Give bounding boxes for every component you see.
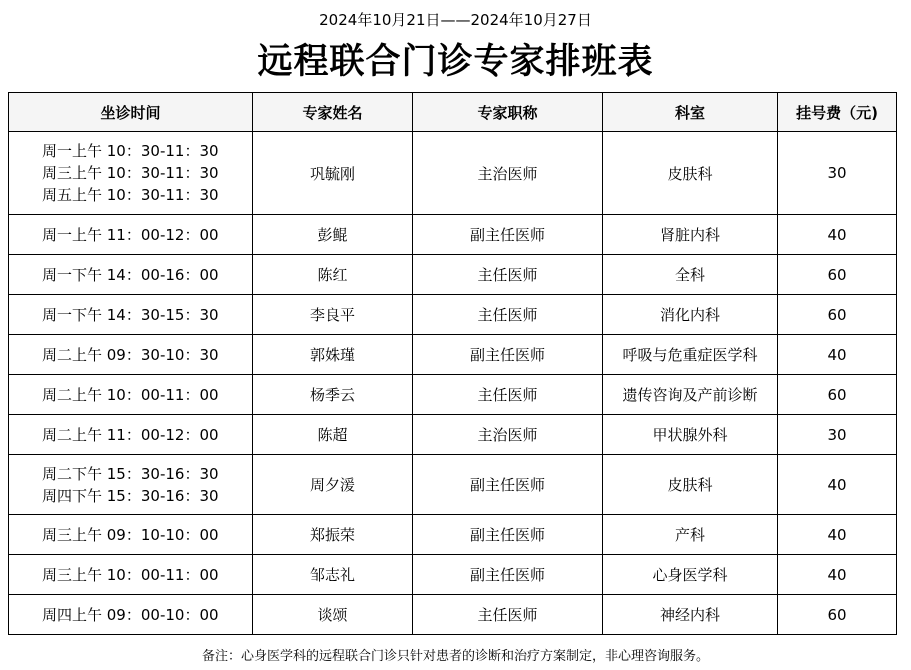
time-slot: 周二下午 15：30-16：30 [42, 464, 219, 483]
table-body [9, 132, 897, 635]
cell-fee: 40 [778, 515, 897, 555]
cell-time [9, 295, 253, 335]
cell-time [9, 595, 253, 635]
time-slot: 周四上午 09：00-10：00 [42, 605, 219, 624]
cell-dept: 呼吸与危重症医学科 [603, 335, 778, 375]
footer-note: 备注：心身医学科的远程联合门诊只针对患者的诊断和治疗方案制定，非心理咨询服务。 [201, 649, 709, 664]
table-row [9, 555, 897, 595]
time-slot: 周三上午 09：10-10：00 [42, 525, 219, 544]
cell-fee: 40 [778, 335, 897, 375]
cell-dept: 肾脏内科 [603, 215, 778, 255]
column-header-name: 专家姓名 [253, 93, 413, 132]
date-range: 2024年10月21日——2024年10月27日 [319, 11, 592, 29]
cell-name: 郭姝瑾 [253, 335, 413, 375]
cell-time [9, 415, 253, 455]
table-row [9, 132, 897, 215]
cell-name: 杨季云 [253, 375, 413, 415]
column-header-time: 坐诊时间 [9, 93, 253, 132]
cell-time [9, 375, 253, 415]
cell-name: 郑振荣 [253, 515, 413, 555]
cell-time [9, 515, 253, 555]
cell-name: 谈颂 [253, 595, 413, 635]
cell-name: 李良平 [253, 295, 413, 335]
cell-dept: 神经内科 [603, 595, 778, 635]
cell-dept: 皮肤科 [603, 132, 778, 215]
cell-dept: 遗传咨询及产前诊断 [603, 375, 778, 415]
table-header-row [9, 93, 897, 132]
time-slot: 周一下午 14：30-15：30 [42, 305, 219, 324]
cell-time [9, 555, 253, 595]
cell-time [9, 255, 253, 295]
time-slot: 周二上午 11：00-12：00 [42, 425, 219, 444]
cell-time [9, 132, 253, 215]
cell-time [9, 215, 253, 255]
column-header-title: 专家职称 [413, 93, 603, 132]
cell-title: 主任医师 [413, 375, 603, 415]
cell-name: 邹志礼 [253, 555, 413, 595]
time-slot: 周四下午 15：30-16：30 [42, 486, 219, 505]
table-row [9, 255, 897, 295]
cell-fee: 60 [778, 595, 897, 635]
table-row [9, 295, 897, 335]
cell-fee: 60 [778, 295, 897, 335]
cell-title: 副主任医师 [413, 555, 603, 595]
cell-title: 副主任医师 [413, 215, 603, 255]
cell-title: 主治医师 [413, 415, 603, 455]
cell-name: 陈红 [253, 255, 413, 295]
cell-fee: 30 [778, 415, 897, 455]
column-header-fee: 挂号费（元) [778, 93, 897, 132]
schedule-table [8, 92, 897, 635]
time-slot: 周一上午 11：00-12：00 [42, 225, 219, 244]
time-slot: 周五上午 10：30-11：30 [42, 186, 219, 204]
column-header-dept: 科室 [603, 93, 778, 132]
cell-name: 周夕湲 [253, 455, 413, 515]
cell-time [9, 455, 253, 515]
time-slot: 周三上午 10：30-11：30 [42, 164, 219, 182]
cell-dept: 甲状腺外科 [603, 415, 778, 455]
table-row [9, 595, 897, 635]
cell-title: 主治医师 [413, 132, 603, 215]
cell-title: 副主任医师 [413, 335, 603, 375]
cell-title: 主任医师 [413, 295, 603, 335]
cell-dept: 产科 [603, 515, 778, 555]
table-row [9, 375, 897, 415]
cell-dept: 皮肤科 [603, 455, 778, 515]
time-slot: 周一下午 14：00-16：00 [42, 265, 219, 284]
cell-title: 副主任医师 [413, 515, 603, 555]
cell-name: 彭鲲 [253, 215, 413, 255]
cell-fee: 40 [778, 555, 897, 595]
cell-fee: 40 [778, 455, 897, 515]
cell-title: 主任医师 [413, 255, 603, 295]
time-slot: 周一上午 10：30-11：30 [42, 142, 219, 160]
cell-fee: 60 [778, 375, 897, 415]
cell-fee: 40 [778, 215, 897, 255]
table-row [9, 215, 897, 255]
cell-title: 主任医师 [413, 595, 603, 635]
cell-title: 副主任医师 [413, 455, 603, 515]
cell-fee: 60 [778, 255, 897, 295]
cell-dept: 心身医学科 [603, 555, 778, 595]
table-row [9, 455, 897, 515]
time-slot: 周二上午 10：00-11：00 [42, 385, 219, 404]
cell-name: 陈超 [253, 415, 413, 455]
table-row [9, 515, 897, 555]
cell-dept: 消化内科 [603, 295, 778, 335]
cell-time [9, 335, 253, 375]
time-slot: 周二上午 09：30-10：30 [42, 345, 219, 364]
page-title: 远程联合门诊专家排班表 [257, 42, 654, 82]
table-row [9, 415, 897, 455]
cell-fee: 30 [778, 132, 897, 215]
table-row [9, 335, 897, 375]
cell-dept: 全科 [603, 255, 778, 295]
time-slot: 周三上午 10：00-11：00 [42, 565, 219, 584]
cell-name: 巩毓刚 [253, 132, 413, 215]
